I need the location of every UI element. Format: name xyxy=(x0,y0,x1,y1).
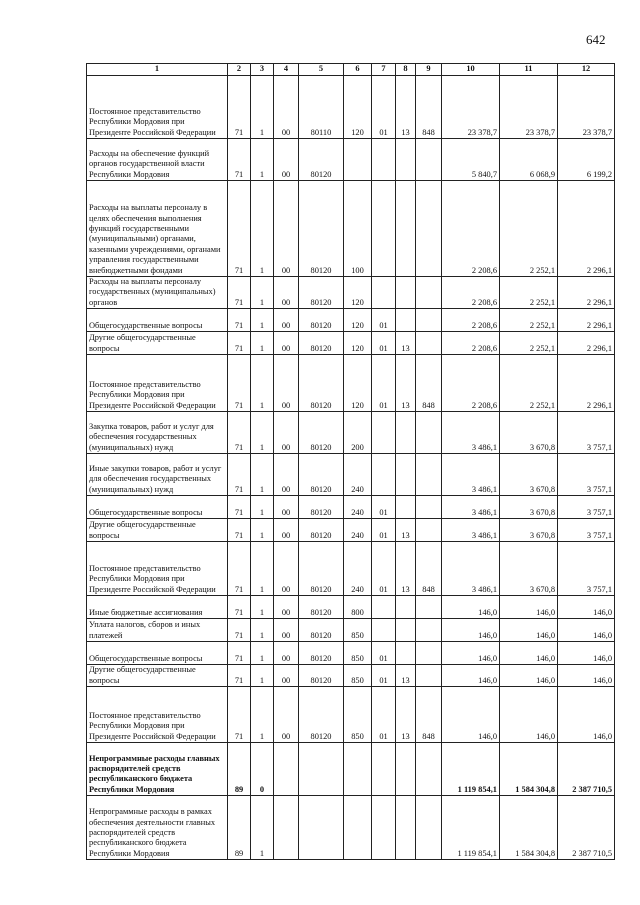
target-code: 80120 xyxy=(299,665,344,687)
amount-year-1: 5 840,7 xyxy=(442,139,500,181)
amount-year-3: 3 757,1 xyxy=(558,412,615,454)
amount-year-1: 3 486,1 xyxy=(442,519,500,542)
admin-code: 71 xyxy=(228,665,251,687)
target-code: 80120 xyxy=(299,181,344,277)
expense-type: 100 xyxy=(344,181,372,277)
section-code: 1 xyxy=(251,277,274,309)
func-subsection xyxy=(396,139,416,181)
table-row xyxy=(87,743,615,796)
admin-code: 71 xyxy=(228,277,251,309)
admin-code: 71 xyxy=(228,596,251,619)
amount-year-1: 1 119 854,1 xyxy=(442,796,500,860)
admin-code: 89 xyxy=(228,743,251,796)
subsection-code: 00 xyxy=(274,181,299,277)
table-row xyxy=(87,642,615,665)
amount-year-2: 146,0 xyxy=(500,596,558,619)
func-section xyxy=(372,181,396,277)
item-name: Иные бюджетные ассигнования xyxy=(87,596,228,619)
amount-year-3: 2 296,1 xyxy=(558,332,615,355)
amount-year-2: 6 068,9 xyxy=(500,139,558,181)
func-subsection: 13 xyxy=(396,76,416,139)
section-code: 1 xyxy=(251,665,274,687)
target-code: 80120 xyxy=(299,332,344,355)
item-name: Общегосударственные вопросы xyxy=(87,496,228,519)
table-body xyxy=(87,76,615,860)
admin-code: 71 xyxy=(228,542,251,596)
target-code: 80120 xyxy=(299,277,344,309)
ministry-code: 848 xyxy=(416,542,442,596)
func-section xyxy=(372,277,396,309)
section-code: 1 xyxy=(251,687,274,743)
item-name: Уплата налогов, сборов и иных платежей xyxy=(87,619,228,642)
amount-year-2: 3 670,8 xyxy=(500,454,558,496)
admin-code: 71 xyxy=(228,619,251,642)
admin-code: 71 xyxy=(228,309,251,332)
amount-year-2: 3 670,8 xyxy=(500,519,558,542)
table-row xyxy=(87,454,615,496)
admin-code: 71 xyxy=(228,642,251,665)
subsection-code: 00 xyxy=(274,665,299,687)
column-header-1: 1 xyxy=(87,64,228,76)
func-section: 01 xyxy=(372,665,396,687)
amount-year-1: 1 119 854,1 xyxy=(442,743,500,796)
target-code xyxy=(299,796,344,860)
item-name: Постоянное представительство Республики Мордовия при Президенте Российской Федерации xyxy=(87,355,228,412)
amount-year-2: 146,0 xyxy=(500,687,558,743)
func-subsection: 13 xyxy=(396,519,416,542)
amount-year-3: 3 757,1 xyxy=(558,519,615,542)
section-code: 1 xyxy=(251,412,274,454)
item-name: Непрограммные расходы в рамках обеспечения деятельности главных распорядителей средств республиканского бюджета Республики Мордовия xyxy=(87,796,228,860)
section-code: 0 xyxy=(251,743,274,796)
item-name: Расходы на обеспечение функций органов государственной власти Республики Мордовия xyxy=(87,139,228,181)
amount-year-1: 2 208,6 xyxy=(442,309,500,332)
func-section: 01 xyxy=(372,76,396,139)
admin-code: 71 xyxy=(228,76,251,139)
section-code: 1 xyxy=(251,355,274,412)
ministry-code xyxy=(416,454,442,496)
func-section xyxy=(372,596,396,619)
subsection-code: 00 xyxy=(274,412,299,454)
admin-code: 71 xyxy=(228,687,251,743)
subsection-code: 00 xyxy=(274,454,299,496)
ministry-code xyxy=(416,665,442,687)
amount-year-3: 2 296,1 xyxy=(558,309,615,332)
table-row xyxy=(87,139,615,181)
ministry-code xyxy=(416,277,442,309)
table-row xyxy=(87,332,615,355)
amount-year-1: 146,0 xyxy=(442,665,500,687)
amount-year-2: 146,0 xyxy=(500,642,558,665)
amount-year-2: 3 670,8 xyxy=(500,542,558,596)
target-code: 80120 xyxy=(299,454,344,496)
section-code: 1 xyxy=(251,496,274,519)
ministry-code: 848 xyxy=(416,687,442,743)
amount-year-3: 3 757,1 xyxy=(558,454,615,496)
table-row xyxy=(87,412,615,454)
amount-year-3: 2 387 710,5 xyxy=(558,743,615,796)
table-row xyxy=(87,519,615,542)
subsection-code: 00 xyxy=(274,277,299,309)
amount-year-3: 146,0 xyxy=(558,596,615,619)
expense-type xyxy=(344,796,372,860)
ministry-code xyxy=(416,496,442,519)
section-code: 1 xyxy=(251,332,274,355)
ministry-code xyxy=(416,596,442,619)
section-code: 1 xyxy=(251,76,274,139)
func-section xyxy=(372,412,396,454)
subsection-code: 00 xyxy=(274,496,299,519)
amount-year-2: 1 584 304,8 xyxy=(500,743,558,796)
expense-type: 850 xyxy=(344,665,372,687)
func-section xyxy=(372,743,396,796)
func-subsection xyxy=(396,796,416,860)
section-code: 1 xyxy=(251,619,274,642)
section-code: 1 xyxy=(251,542,274,596)
item-name: Другие общегосударственные вопросы xyxy=(87,332,228,355)
amount-year-2: 146,0 xyxy=(500,665,558,687)
table-row xyxy=(87,76,615,139)
func-subsection: 13 xyxy=(396,542,416,596)
target-code: 80120 xyxy=(299,687,344,743)
column-header-10: 10 xyxy=(442,64,500,76)
amount-year-2: 2 252,1 xyxy=(500,355,558,412)
func-subsection xyxy=(396,181,416,277)
amount-year-2: 3 670,8 xyxy=(500,412,558,454)
section-code: 1 xyxy=(251,596,274,619)
expense-type: 240 xyxy=(344,454,372,496)
subsection-code: 00 xyxy=(274,519,299,542)
func-section: 01 xyxy=(372,542,396,596)
admin-code: 71 xyxy=(228,519,251,542)
amount-year-3: 146,0 xyxy=(558,687,615,743)
amount-year-2: 2 252,1 xyxy=(500,309,558,332)
admin-code: 71 xyxy=(228,496,251,519)
target-code: 80120 xyxy=(299,139,344,181)
expense-type: 850 xyxy=(344,619,372,642)
admin-code: 71 xyxy=(228,454,251,496)
func-section xyxy=(372,139,396,181)
func-subsection xyxy=(396,596,416,619)
item-name: Общегосударственные вопросы xyxy=(87,309,228,332)
expense-type xyxy=(344,139,372,181)
ministry-code xyxy=(416,309,442,332)
func-subsection xyxy=(396,277,416,309)
func-section: 01 xyxy=(372,496,396,519)
table-row xyxy=(87,665,615,687)
section-code: 1 xyxy=(251,519,274,542)
amount-year-2: 2 252,1 xyxy=(500,181,558,277)
ministry-code xyxy=(416,642,442,665)
subsection-code: 00 xyxy=(274,542,299,596)
item-name: Расходы на выплаты персоналу государственных (муниципальных) органов xyxy=(87,277,228,309)
func-subsection xyxy=(396,412,416,454)
func-subsection: 13 xyxy=(396,665,416,687)
target-code: 80120 xyxy=(299,355,344,412)
admin-code: 71 xyxy=(228,181,251,277)
expense-type: 120 xyxy=(344,277,372,309)
amount-year-3: 3 757,1 xyxy=(558,542,615,596)
expense-type: 240 xyxy=(344,542,372,596)
func-section xyxy=(372,454,396,496)
expense-type: 850 xyxy=(344,687,372,743)
column-header-4: 4 xyxy=(274,64,299,76)
subsection-code: 00 xyxy=(274,619,299,642)
amount-year-1: 3 486,1 xyxy=(442,542,500,596)
amount-year-2: 23 378,7 xyxy=(500,76,558,139)
subsection-code: 00 xyxy=(274,355,299,412)
target-code: 80120 xyxy=(299,542,344,596)
item-name: Другие общегосударственные вопросы xyxy=(87,665,228,687)
column-header-11: 11 xyxy=(500,64,558,76)
item-name: Непрограммные расходы главных распорядителей средств республиканского бюджета Республики Мордовия xyxy=(87,743,228,796)
admin-code: 71 xyxy=(228,355,251,412)
admin-code: 71 xyxy=(228,139,251,181)
amount-year-2: 1 584 304,8 xyxy=(500,796,558,860)
section-code: 1 xyxy=(251,181,274,277)
column-header-12: 12 xyxy=(558,64,615,76)
amount-year-3: 23 378,7 xyxy=(558,76,615,139)
expense-type: 850 xyxy=(344,642,372,665)
column-header-8: 8 xyxy=(396,64,416,76)
admin-code: 71 xyxy=(228,332,251,355)
func-section: 01 xyxy=(372,309,396,332)
admin-code: 71 xyxy=(228,412,251,454)
target-code: 80120 xyxy=(299,642,344,665)
amount-year-1: 146,0 xyxy=(442,642,500,665)
ministry-code xyxy=(416,619,442,642)
expense-type: 120 xyxy=(344,76,372,139)
table-row xyxy=(87,596,615,619)
column-header-3: 3 xyxy=(251,64,274,76)
subsection-code xyxy=(274,796,299,860)
func-subsection xyxy=(396,743,416,796)
func-subsection: 13 xyxy=(396,687,416,743)
subsection-code: 00 xyxy=(274,76,299,139)
table-row xyxy=(87,309,615,332)
target-code: 80120 xyxy=(299,412,344,454)
subsection-code: 00 xyxy=(274,596,299,619)
expense-type: 240 xyxy=(344,496,372,519)
expense-type: 200 xyxy=(344,412,372,454)
func-section: 01 xyxy=(372,687,396,743)
amount-year-3: 146,0 xyxy=(558,642,615,665)
func-section xyxy=(372,619,396,642)
func-section: 01 xyxy=(372,642,396,665)
func-subsection xyxy=(396,309,416,332)
amount-year-3: 2 296,1 xyxy=(558,277,615,309)
item-name: Постоянное представительство Республики Мордовия при Президенте Российской Федерации xyxy=(87,76,228,139)
amount-year-1: 3 486,1 xyxy=(442,412,500,454)
table-header-row xyxy=(87,64,615,76)
subsection-code: 00 xyxy=(274,332,299,355)
column-header-2: 2 xyxy=(228,64,251,76)
subsection-code xyxy=(274,743,299,796)
expense-type: 120 xyxy=(344,355,372,412)
admin-code: 89 xyxy=(228,796,251,860)
ministry-code: 848 xyxy=(416,76,442,139)
target-code: 80120 xyxy=(299,619,344,642)
ministry-code xyxy=(416,519,442,542)
ministry-code xyxy=(416,139,442,181)
table-row xyxy=(87,687,615,743)
func-section xyxy=(372,796,396,860)
section-code: 1 xyxy=(251,309,274,332)
amount-year-1: 2 208,6 xyxy=(442,181,500,277)
expense-type: 240 xyxy=(344,519,372,542)
expense-type: 120 xyxy=(344,332,372,355)
amount-year-3: 146,0 xyxy=(558,665,615,687)
table-row xyxy=(87,355,615,412)
amount-year-3: 146,0 xyxy=(558,619,615,642)
subsection-code: 00 xyxy=(274,642,299,665)
amount-year-2: 3 670,8 xyxy=(500,496,558,519)
amount-year-1: 3 486,1 xyxy=(442,454,500,496)
amount-year-2: 146,0 xyxy=(500,619,558,642)
ministry-code xyxy=(416,332,442,355)
amount-year-1: 146,0 xyxy=(442,596,500,619)
section-code: 1 xyxy=(251,796,274,860)
table-row xyxy=(87,181,615,277)
func-subsection xyxy=(396,619,416,642)
amount-year-1: 3 486,1 xyxy=(442,496,500,519)
target-code: 80120 xyxy=(299,519,344,542)
expense-type xyxy=(344,743,372,796)
item-name: Закупка товаров, работ и услуг для обеспечения государственных (муниципальных) нужд xyxy=(87,412,228,454)
amount-year-2: 2 252,1 xyxy=(500,332,558,355)
table-row xyxy=(87,277,615,309)
amount-year-1: 2 208,6 xyxy=(442,277,500,309)
func-subsection xyxy=(396,496,416,519)
amount-year-1: 2 208,6 xyxy=(442,332,500,355)
func-subsection xyxy=(396,642,416,665)
func-subsection xyxy=(396,454,416,496)
ministry-code: 848 xyxy=(416,355,442,412)
item-name: Иные закупки товаров, работ и услуг для обеспечения государственных (муниципальных) нужд xyxy=(87,454,228,496)
table-row xyxy=(87,796,615,860)
column-header-9: 9 xyxy=(416,64,442,76)
subsection-code: 00 xyxy=(274,139,299,181)
section-code: 1 xyxy=(251,139,274,181)
target-code: 80120 xyxy=(299,596,344,619)
section-code: 1 xyxy=(251,642,274,665)
expense-type: 800 xyxy=(344,596,372,619)
table-row xyxy=(87,496,615,519)
subsection-code: 00 xyxy=(274,687,299,743)
table-row xyxy=(87,542,615,596)
page-number: 642 xyxy=(586,32,606,47)
amount-year-3: 6 199,2 xyxy=(558,139,615,181)
item-name: Постоянное представительство Республики Мордовия при Президенте Российской Федерации xyxy=(87,542,228,596)
amount-year-3: 2 387 710,5 xyxy=(558,796,615,860)
func-subsection: 13 xyxy=(396,355,416,412)
amount-year-1: 23 378,7 xyxy=(442,76,500,139)
item-name: Общегосударственные вопросы xyxy=(87,642,228,665)
target-code: 80120 xyxy=(299,309,344,332)
func-section: 01 xyxy=(372,332,396,355)
ministry-code xyxy=(416,412,442,454)
subsection-code: 00 xyxy=(274,309,299,332)
amount-year-2: 2 252,1 xyxy=(500,277,558,309)
amount-year-1: 146,0 xyxy=(442,619,500,642)
column-header-7: 7 xyxy=(372,64,396,76)
func-section: 01 xyxy=(372,355,396,412)
ministry-code xyxy=(416,743,442,796)
target-code: 80110 xyxy=(299,76,344,139)
amount-year-1: 2 208,6 xyxy=(442,355,500,412)
item-name: Постоянное представительство Республики Мордовия при Президенте Российской Федерации xyxy=(87,687,228,743)
ministry-code xyxy=(416,796,442,860)
table-row xyxy=(87,619,615,642)
item-name: Другие общегосударственные вопросы xyxy=(87,519,228,542)
budget-table xyxy=(86,63,615,860)
amount-year-3: 2 296,1 xyxy=(558,355,615,412)
expense-type: 120 xyxy=(344,309,372,332)
item-name: Расходы на выплаты персоналу в целях обеспечения выполнения функций государственными (муниципальными) органами, казенными учреждениями, органами управления государственными внебюджетными фондами xyxy=(87,181,228,277)
amount-year-3: 2 296,1 xyxy=(558,181,615,277)
section-code: 1 xyxy=(251,454,274,496)
column-header-5: 5 xyxy=(299,64,344,76)
column-header-6: 6 xyxy=(344,64,372,76)
func-section: 01 xyxy=(372,519,396,542)
func-subsection: 13 xyxy=(396,332,416,355)
amount-year-3: 3 757,1 xyxy=(558,496,615,519)
target-code: 80120 xyxy=(299,496,344,519)
ministry-code xyxy=(416,181,442,277)
amount-year-1: 146,0 xyxy=(442,687,500,743)
target-code xyxy=(299,743,344,796)
